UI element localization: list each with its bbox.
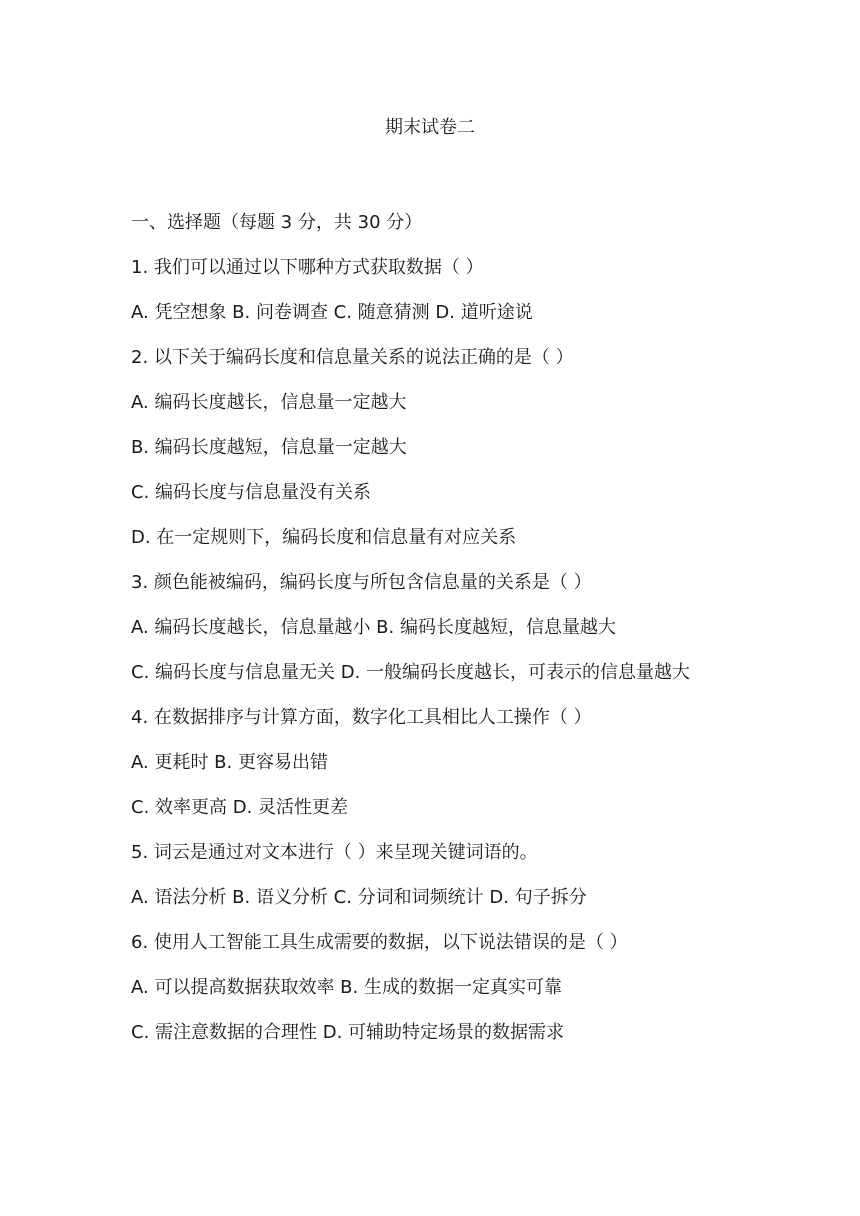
question-stem: 5. 词云是通过对文本进行（ ）来呈现关键词语的。 [131,842,538,863]
question-stem: 6. 使用人工智能工具生成需要的数据，以下说法错误的是（ ） [131,932,628,953]
question-stem: 3. 颜色能被编码，编码长度与所包含信息量的关系是（ ） [131,572,592,593]
question-option: D. 在一定规则下，编码长度和信息量有对应关系 [131,527,517,548]
question-option: B. 编码长度越短，信息量一定越大 [131,437,407,458]
question-options: A. 可以提高数据获取效率 B. 生成的数据一定真实可靠 [131,977,562,998]
question-options: A. 编码长度越长，信息量越小 B. 编码长度越短，信息量越大 [131,617,616,638]
question-list [131,200,751,1055]
question-options: C. 需注意数据的合理性 D. 可辅助特定场景的数据需求 [131,1022,565,1043]
question-options: C. 效率更高 D. 灵活性更差 [131,797,349,818]
question-stem: 1. 我们可以通过以下哪种方式获取数据（ ） [131,257,484,278]
question-options: A. 语法分析 B. 语义分析 C. 分词和词频统计 D. 句子拆分 [131,887,587,908]
question-option: C. 编码长度与信息量没有关系 [131,482,372,503]
question-stem: 2. 以下关于编码长度和信息量关系的说法正确的是（ ） [131,347,574,368]
section-heading: 一、选择题（每题 3 分，共 30 分） [131,212,423,233]
question-options: A. 凭空想象 B. 问卷调查 C. 随意猜测 D. 道听途说 [131,302,533,323]
question-option: A. 编码长度越长，信息量一定越大 [131,392,407,413]
question-options: C. 编码长度与信息量无关 D. 一般编码长度越长，可表示的信息量越大 [131,662,691,683]
page-title: 期末试卷二 [385,117,475,138]
question-options: A. 更耗时 B. 更容易出错 [131,752,328,773]
question-stem: 4. 在数据排序与计算方面，数字化工具相比人工操作（ ） [131,707,592,728]
